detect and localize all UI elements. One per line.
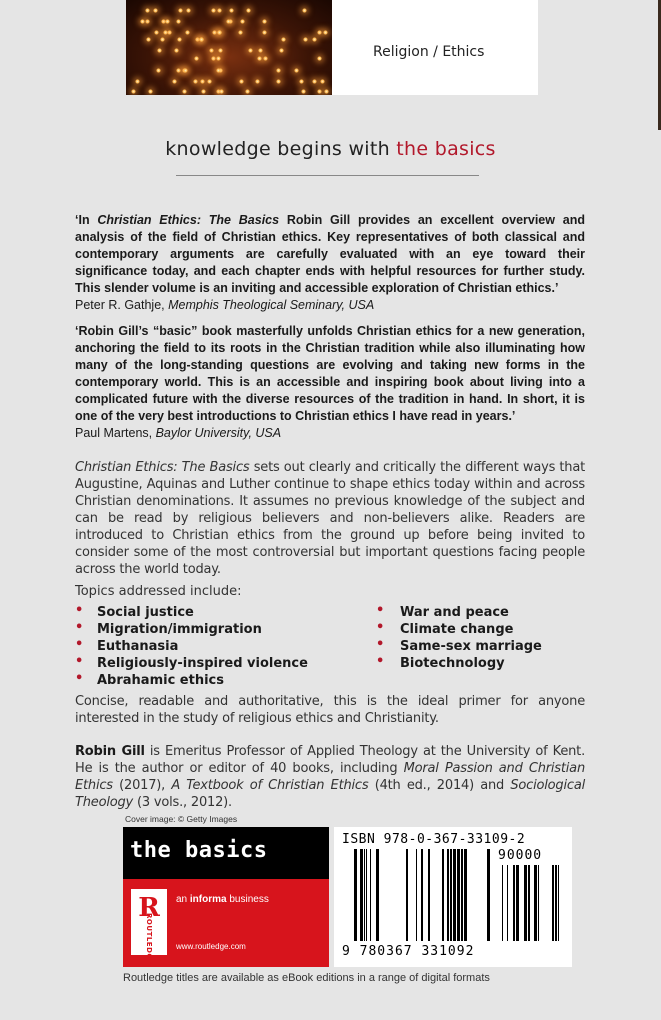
candle-light	[226, 19, 231, 24]
candle-light	[174, 48, 179, 53]
candle-light	[248, 48, 253, 53]
candle-light	[207, 79, 212, 84]
candle-light	[154, 30, 159, 35]
candle-light	[302, 8, 307, 13]
candle-light	[263, 56, 268, 61]
candles-photo	[126, 0, 332, 95]
candle-light	[262, 30, 267, 35]
divider	[176, 175, 479, 176]
barcode-bar	[416, 849, 417, 941]
bio-text-1: is Emeritus Professor of Applied Theology at the University of Kent. He is the author or editor of 40 books, including	[75, 744, 586, 776]
bullet: •	[75, 620, 84, 635]
barcode-bar	[360, 849, 363, 941]
review-1-text: Robin Gill provides an excellent overview and analysis of the field of Christian ethics. Key representatives of both classical and contemporary arguments are carefully evaluated with an eye toward their significance today, and each chapter ends with helpful resources for further study. This slender volume is an inviting and accessible exploration of Christian ethics.’	[75, 213, 585, 295]
review-2-attribution	[75, 425, 585, 442]
topic-item: Climate change	[400, 622, 514, 637]
barcode-bar	[457, 849, 460, 941]
review-1-attribution	[75, 297, 585, 314]
review-1-author: Peter R. Gathje,	[75, 298, 169, 312]
barcode-bar	[461, 849, 463, 941]
candle-light	[240, 19, 245, 24]
candle-light	[317, 56, 322, 61]
barcode-bar	[421, 849, 423, 941]
publisher-line	[176, 894, 269, 905]
candle-light	[217, 30, 222, 35]
candle-light	[211, 8, 216, 13]
barcode-bar	[552, 865, 554, 941]
bio-book-3: Sociological Theology	[75, 778, 586, 810]
candle-light	[324, 89, 329, 94]
routledge-logo	[131, 889, 167, 965]
barcode-bar	[450, 849, 452, 941]
barcode-bar	[516, 865, 519, 941]
review-2-text: ‘Robin Gill’s “basic” book masterfully unfolds Christian ethics for a new generation, anchoring the field to its roots in the Christian tradition while also illuminating how many of the long-standing questions are evolving and taking new forms in the contemporary world. This is an accessible and inspiring book about living into a complicated future with the diverse resources of the tradition in hand. In short, it is one of the very best introductions to Christian ethics I have read in years.’	[75, 324, 585, 423]
candle-light	[299, 79, 304, 84]
barcode-bar	[464, 849, 467, 941]
routledge-logo-word: ROUTLEDGE	[145, 913, 153, 965]
bio-text-2: (2017),	[112, 778, 172, 793]
barcode-bar	[406, 849, 408, 941]
bullet: •	[376, 654, 385, 669]
topics-heading: Topics addressed include:	[75, 584, 242, 599]
candle-light	[239, 79, 244, 84]
candle-light	[262, 19, 267, 24]
candle-light	[194, 56, 199, 61]
topic-item: Biotechnology	[400, 656, 505, 671]
publisher-line-prefix: an	[176, 894, 190, 905]
candle-light	[276, 68, 281, 73]
publisher-line-bold: informa	[189, 894, 227, 905]
candle-light	[312, 37, 317, 42]
candle-light	[301, 89, 306, 94]
candle-light	[176, 19, 181, 24]
barcode-bar	[364, 849, 365, 941]
candle-light	[145, 19, 150, 24]
candle-light	[245, 89, 250, 94]
closing-text: Concise, readable and authoritative, this is the ideal primer for anyone interested in the study of religious ethics and Christianity.	[75, 694, 585, 726]
barcode-bar	[528, 865, 530, 941]
description	[75, 459, 585, 578]
topic-item: Religiously-inspired violence	[97, 656, 308, 671]
candle-light	[153, 8, 158, 13]
candle-light	[157, 48, 162, 53]
description-book-title: Christian Ethics: The Basics	[75, 460, 250, 475]
barcode-bar	[428, 849, 430, 941]
barcode-bar	[538, 865, 539, 941]
publisher-line-suffix: business	[226, 894, 269, 905]
addon-barcode	[498, 865, 562, 941]
tagline	[0, 138, 661, 160]
description-text: sets out clearly and critically the different ways that Augustine, Aquinas and Luther continue to shape ethics today within and across Christian denominations. It assumes no previous knowledge of the subject and can be read by religious believers and non-believers alike. Readers are introduced to Christian ethics from the ground up before being invited to consider some of the most controversial but important questions facing people across the world today.	[75, 460, 586, 577]
candle-light	[209, 48, 214, 53]
bullet: •	[75, 654, 84, 669]
barcode-bar	[507, 865, 508, 941]
bio-book-2: A Textbook of Christian Ethics	[171, 778, 369, 793]
candle-light	[182, 89, 187, 94]
candle-light	[246, 8, 251, 13]
candle-light	[317, 30, 322, 35]
barcode-bar	[366, 849, 367, 941]
candle-light	[165, 19, 170, 24]
candle-light	[238, 30, 243, 35]
bio-text-3: (4th ed., 2014) and	[368, 778, 511, 793]
barcode-digits: 9 780367 331092	[342, 944, 475, 959]
bullet: •	[75, 671, 84, 686]
candle-light	[218, 48, 223, 53]
candle-light	[148, 89, 153, 94]
barcode-bar	[534, 865, 537, 941]
candle-light	[135, 79, 140, 84]
barcode-bar	[453, 849, 456, 941]
barcode-bar	[487, 849, 490, 941]
addon-digits: 90000	[498, 848, 543, 863]
barcode-bar	[442, 849, 444, 941]
candle-light	[258, 48, 263, 53]
bio-text-4: (3 vols., 2012).	[133, 795, 232, 810]
candle-light	[255, 79, 260, 84]
cover-credit: Cover image: © Getty Images	[125, 814, 238, 824]
bullet: •	[376, 603, 385, 618]
routledge-logo-mark: R	[138, 893, 160, 923]
review-2-author: Paul Martens,	[75, 426, 156, 440]
candle-light	[294, 68, 299, 73]
candle-light	[186, 8, 191, 13]
candle-light	[229, 8, 234, 13]
candle-light	[183, 68, 188, 73]
bullet: •	[376, 620, 385, 635]
candle-light	[199, 37, 204, 42]
author-bio	[75, 743, 585, 811]
tagline-prefix: knowledge begins with	[165, 138, 397, 160]
candle-light	[279, 48, 284, 53]
footer-note: Routledge titles are available as eBook editions in a range of digital formats	[123, 972, 490, 984]
bullet: •	[75, 637, 84, 652]
candle-light	[146, 37, 151, 42]
candle-light	[131, 89, 136, 94]
barcode-bar	[447, 849, 449, 941]
review-1-prefix: ‘In	[75, 213, 98, 227]
review-1-affiliation: Memphis Theological Seminary, USA	[168, 298, 375, 312]
review-1	[75, 212, 585, 314]
candle-light	[323, 30, 328, 35]
topic-item: War and peace	[400, 605, 509, 620]
candle-light	[156, 68, 161, 73]
bullet: •	[376, 637, 385, 652]
candle-light	[176, 68, 181, 73]
candle-light	[160, 37, 165, 42]
author-name: Robin Gill	[75, 744, 145, 759]
barcode-bar	[558, 865, 559, 941]
review-2	[75, 323, 585, 442]
candle-light	[317, 89, 322, 94]
candle-light	[303, 37, 308, 42]
barcode-bar	[502, 865, 503, 941]
barcode-bar	[376, 849, 379, 941]
review-1-book-title: Christian Ethics: The Basics	[97, 213, 280, 227]
category-label: Religion / Ethics	[373, 44, 485, 60]
barcode-bar	[555, 865, 557, 941]
bullet: •	[75, 603, 84, 618]
candle-light	[201, 89, 206, 94]
candle-light	[172, 79, 177, 84]
topic-item: Social justice	[97, 605, 194, 620]
candle-light	[320, 79, 325, 84]
isbn-label: ISBN 978-0-367-33109-2	[342, 832, 526, 847]
ean-barcode	[354, 849, 492, 941]
candle-light	[312, 79, 317, 84]
topic-item: Euthanasia	[97, 639, 179, 654]
candle-light	[281, 37, 286, 42]
barcode-bar	[370, 849, 371, 941]
topic-item: Abrahamic ethics	[97, 673, 224, 688]
candle-light	[219, 89, 224, 94]
barcode-bar	[513, 865, 515, 941]
candle-light	[276, 79, 281, 84]
candle-light	[177, 37, 182, 42]
topic-item: Migration/immigration	[97, 622, 262, 637]
tagline-accent: the basics	[396, 138, 496, 160]
bio-book-1: Moral Passion and Christian Ethics	[75, 761, 585, 793]
series-title: the basics	[130, 838, 268, 863]
publisher-url: www.routledge.com	[176, 942, 246, 951]
candle-light	[257, 56, 262, 61]
candle-light	[178, 8, 183, 13]
candle-light	[145, 8, 150, 13]
candle-light	[200, 79, 205, 84]
candle-light	[217, 8, 222, 13]
candle-light	[185, 30, 190, 35]
candle-light	[193, 79, 198, 84]
candle-light	[216, 56, 221, 61]
candle-light	[140, 19, 145, 24]
review-2-affiliation: Baylor University, USA	[155, 426, 282, 440]
barcode-bar	[354, 849, 357, 941]
barcode-bar	[524, 865, 527, 941]
topic-item: Same-sex marriage	[400, 639, 542, 654]
